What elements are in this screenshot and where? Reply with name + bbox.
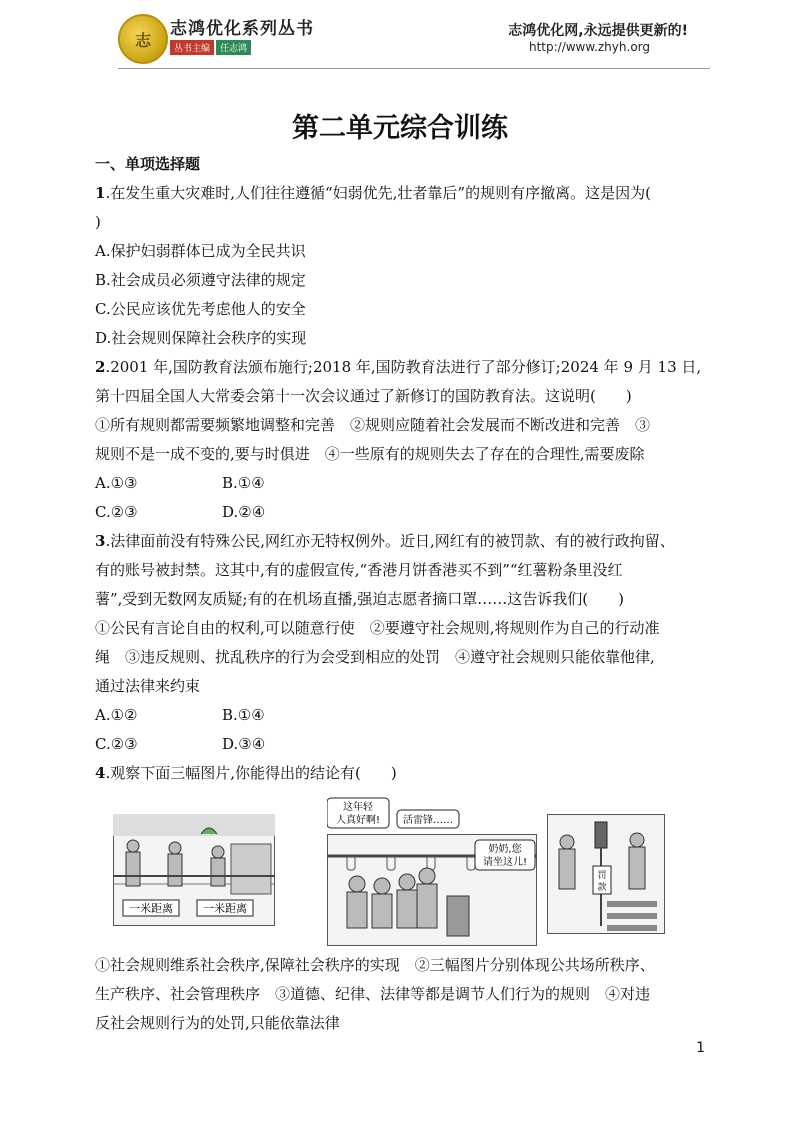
statement-line-1: ①社会规则维系社会秩序,保障社会秩序的实现 ②三幅图片分别体现公共场所秩序、 (95, 956, 655, 974)
slogan: 志鸿优化网,永远提供更新的! (508, 23, 688, 39)
options-row (95, 730, 715, 759)
question-2-line4: 规则不是一成不变的,要与时俱进 ④一些原有的规则失去了存在的合理性,需要废除 (95, 445, 645, 463)
question-stem: .观察下面三幅图片,你能得出的结论有( ) (105, 764, 397, 782)
question-3-line3: 薯”,受到无数网友质疑;有的在机场直播,强迫志愿者摘口罩……这告诉我们( ) (95, 590, 624, 608)
option-d: D.②④ (222, 503, 266, 521)
bubble-2: 活雷锋…… (403, 815, 453, 826)
question-1 (95, 179, 715, 208)
page-number: 1 (696, 1040, 705, 1056)
page-title: 第二单元综合训练 (292, 113, 508, 144)
question-stem: .法律面前没有特殊公民,网红亦无特权例外。近日,网红有的被罚款、有的被行政拘留、 (105, 532, 675, 550)
brand-tags (170, 40, 251, 55)
question-4 (95, 759, 715, 788)
option-a: A.①② (95, 706, 138, 724)
question-2-line2: 第十四届全国人大常委会第十一次会议通过了新修订的国防教育法。这说明( ) (95, 387, 632, 405)
fine-sign-b: 款 (597, 883, 607, 893)
bubble-3b: 请坐这儿! (482, 857, 528, 868)
question-1-cont: ) (95, 213, 101, 231)
question-number: 2 (95, 358, 106, 376)
options-row (95, 701, 715, 730)
option-c: C.公民应该优先考虑他人的安全 (95, 300, 306, 318)
question-stem: .在发生重大灾难时,人们往往遵循“妇弱优先,壮者靠后”的规则有序撤离。这是因为( (105, 184, 651, 202)
option-a: A.保护妇弱群体已成为全民共识 (95, 242, 306, 260)
option-c: C.②③ (95, 735, 138, 753)
question-3 (95, 527, 715, 556)
statement-line-2: 生产秩序、社会管理秩序 ③道德、纪律、法律等都是调节人们行为的规则 ④对违 (95, 985, 651, 1003)
option-d: D.③④ (222, 735, 266, 753)
bubble-3a: 奶奶,您 (488, 844, 522, 855)
brand-logo (118, 14, 168, 64)
fig1-label-2: 一米距离 (203, 902, 247, 915)
question-3-line6: 通过法律来约束 (95, 677, 201, 695)
statement-line-3: 反社会规则行为的处罚,只能依靠法律 (95, 1014, 340, 1032)
option-b: B.①④ (222, 474, 265, 492)
bubble-1a: 这年轻 (343, 802, 373, 813)
question-number: 1 (95, 184, 106, 202)
question-3-line5: 绳 ③违反规则、扰乱秩序的行为会受到相应的处罚 ④遵守社会规则只能依靠他律, (95, 648, 655, 666)
question-number: 4 (95, 764, 106, 782)
brand-title: 志鸿优化系列丛书 (170, 19, 314, 39)
question-3-line2: 有的账号被封禁。这其中,有的虚假宣传,“香港月饼香港买不到”“红薯粉条里没红 (95, 561, 623, 579)
fig1-label-1: 一米距离 (129, 902, 173, 915)
question-content (95, 150, 715, 1038)
figure-bus (327, 796, 537, 946)
options-row (95, 469, 715, 498)
question-3-line4: ①公民有言论自由的权利,可以随意行使 ②要遵守社会规则,将规则作为自己的行动准 (95, 619, 660, 637)
bubble-1b: 人真好啊! (335, 815, 381, 826)
site-url[interactable]: http://www.zhyh.org (528, 40, 650, 54)
option-d: D.社会规则保障社会秩序的实现 (95, 329, 307, 347)
cartoon-figures (95, 796, 715, 951)
section-heading: 一、单项选择题 (95, 155, 201, 173)
question-number: 3 (95, 532, 106, 550)
header-divider (118, 68, 710, 69)
page-header (0, 0, 800, 70)
question-2 (95, 353, 715, 382)
figure-traffic (547, 814, 665, 934)
figure-queue (113, 814, 275, 926)
tag-editor: 丛书主编 (170, 40, 214, 55)
option-a: A.①③ (95, 474, 138, 492)
question-2-line3: ①所有规则都需要频繁地调整和完善 ②规则应随着社会发展而不断改进和完善 ③ (95, 416, 651, 434)
option-c: C.②③ (95, 503, 138, 521)
tag-name: 任志鸿 (216, 40, 251, 55)
logo-char: 志 (134, 31, 151, 50)
option-b: B.①④ (222, 706, 265, 724)
question-stem: .2001 年,国防教育法颁布施行;2018 年,国防教育法进行了部分修订;2024 年 9 月 13 日, (105, 358, 702, 376)
options-row (95, 498, 715, 527)
fine-sign-a: 罚 (597, 871, 607, 881)
option-b: B.社会成员必须遵守法律的规定 (95, 271, 306, 289)
